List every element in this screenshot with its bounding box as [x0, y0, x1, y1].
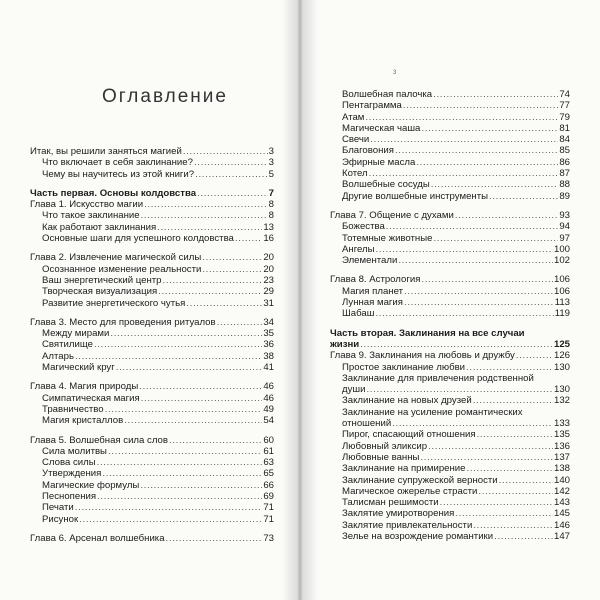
entry-title: Глава 4. Магия природы	[30, 381, 139, 393]
leader-dots	[140, 480, 262, 491]
entry-page-number: 130	[553, 384, 570, 396]
toc-section-entry	[330, 157, 570, 168]
entry-page-number: 132	[553, 395, 570, 407]
entry-title: Заклятие привлекательности	[342, 519, 473, 531]
toc-section-entry	[30, 328, 274, 339]
leader-dots	[365, 112, 558, 123]
entry-page-number: 106	[553, 285, 570, 297]
leader-dots	[75, 351, 262, 362]
leader-dots	[202, 252, 262, 263]
entry-page-number: 35	[263, 328, 274, 340]
entry-page-number: 61	[263, 445, 274, 457]
entry-title: Пентаграмма	[342, 100, 402, 112]
leader-dots	[79, 514, 262, 525]
entry-page-number: 87	[559, 168, 570, 180]
entry-page-number: 69	[263, 491, 274, 503]
entry-title: Магические формулы	[42, 479, 140, 491]
leader-dots	[139, 381, 262, 392]
leader-dots	[376, 244, 553, 255]
toc-section-entry	[330, 475, 570, 486]
entry-page-number: 93	[559, 209, 570, 221]
toc-section-entry	[330, 452, 570, 463]
entry-title: Заклятие умиротворения	[342, 508, 455, 520]
entry-title: Глава 3. Место для проведения ритуалов	[30, 316, 216, 328]
entry-title: Основные шаги для успешного колдовства	[42, 233, 234, 245]
toc-section-entry	[30, 491, 274, 502]
entry-page-number: 66	[263, 479, 274, 491]
leader-dots	[440, 497, 553, 508]
entry-title: Ангелы	[342, 243, 375, 255]
toc-section-entry	[330, 395, 570, 406]
entry-page-number: 84	[559, 134, 570, 146]
toc-section-entry	[30, 264, 274, 275]
entry-title: Что включает в себя заклинание?	[42, 157, 193, 169]
toc-chapter-entry	[30, 252, 274, 263]
entry-title: Ваш энергетический центр	[42, 274, 162, 286]
leader-dots	[102, 468, 262, 479]
entry-title: Глава 8. Астрология	[330, 274, 421, 286]
entry-title: Волшебные сосуды	[342, 179, 430, 191]
entry-title: Магическая чаша	[342, 122, 421, 134]
entry-page-number: 3	[268, 157, 274, 169]
entry-page-number: 46	[263, 381, 274, 393]
toc-section-entry	[330, 221, 570, 232]
entry-page-number: 85	[559, 145, 570, 157]
entry-page-number: 77	[559, 100, 570, 112]
toc-section-entry	[330, 297, 570, 308]
entry-title: Пирог, спасающий отношения	[342, 429, 476, 441]
leader-dots	[124, 415, 262, 426]
entry-title: Итак, вы решили заняться магией	[30, 146, 182, 157]
entry-title: Рисунок	[42, 513, 79, 525]
leader-dots	[489, 191, 558, 202]
leader-dots	[105, 404, 263, 415]
toc-chapter-entry	[330, 274, 570, 285]
toc-chapter-entry	[30, 381, 274, 392]
entry-page-number: 136	[553, 440, 570, 452]
toc-section-entry	[330, 531, 570, 542]
toc-section-entry	[330, 244, 570, 255]
toc-section-entry	[330, 418, 570, 429]
leader-dots	[97, 457, 263, 468]
toc-section-entry	[330, 100, 570, 111]
leader-dots	[473, 395, 553, 406]
leader-dots	[478, 486, 553, 497]
toc-section-entry	[330, 463, 570, 474]
leader-dots	[421, 274, 553, 285]
entry-page-number: 81	[559, 122, 570, 134]
toc-section-entry	[330, 508, 570, 519]
entry-page-number: 71	[263, 502, 274, 514]
entry-title: Магия кристаллов	[42, 415, 124, 427]
entry-title: Магическое ожерелье страсти	[342, 485, 478, 497]
toc-section-entry	[330, 441, 570, 452]
leader-dots	[499, 475, 553, 486]
entry-title: Часть первая. Основы колдовства	[30, 187, 197, 199]
toc-section-entry	[30, 339, 274, 350]
entry-page-number: 135	[553, 429, 570, 441]
entry-title: Волшебная палочка	[342, 89, 433, 100]
entry-page-number: 142	[553, 485, 570, 497]
entry-title: Между мирами	[42, 328, 110, 340]
leader-dots	[162, 275, 262, 286]
leader-dots	[202, 264, 262, 275]
leader-dots	[186, 298, 262, 309]
entry-title: Святилище	[42, 339, 93, 351]
leader-dots	[141, 393, 263, 404]
entry-page-number: 126	[553, 350, 570, 362]
entry-page-number: 65	[263, 468, 274, 480]
toc-section-entry	[30, 286, 274, 297]
entry-page-number: 34	[263, 316, 274, 328]
leader-dots	[395, 145, 558, 156]
leader-dots	[455, 508, 553, 519]
leader-dots	[110, 328, 262, 339]
entry-title: Глава 5. Волшебная сила слов	[30, 434, 168, 446]
page-title: Оглавление	[102, 86, 228, 107]
toc-section-entry	[330, 112, 570, 123]
leader-dots	[183, 146, 268, 157]
entry-page-number: 125	[553, 338, 570, 350]
entry-page-number: 3	[268, 146, 274, 157]
entry-page-number: 106	[553, 274, 570, 286]
entry-title: Как работают заклинания	[42, 221, 157, 233]
toc-section-entry	[30, 362, 274, 373]
leader-dots	[428, 441, 553, 452]
toc-section-entry	[30, 275, 274, 286]
toc-right-column	[330, 89, 570, 542]
entry-title: Любовный эликсир	[342, 440, 428, 452]
leader-dots	[75, 502, 263, 513]
entry-page-number: 29	[263, 286, 274, 298]
leader-dots	[158, 286, 262, 297]
toc-section-entry	[330, 255, 570, 266]
entry-page-number: 36	[263, 339, 274, 351]
leader-dots	[477, 429, 553, 440]
leader-dots	[370, 134, 558, 145]
leader-dots	[97, 491, 262, 502]
toc-section-entry	[330, 362, 570, 373]
part-two-heading: Часть вторая. Заклинания на все случаи	[330, 327, 525, 339]
toc-section-entry	[30, 468, 274, 479]
entry-page-number: 97	[559, 232, 570, 244]
toc-chapter-entry	[30, 188, 274, 199]
entry-title: Слова силы	[42, 457, 96, 469]
entry-page-number: 94	[559, 221, 570, 233]
leader-dots	[404, 297, 554, 308]
leader-dots	[366, 384, 553, 395]
toc-left-column	[30, 146, 274, 544]
toc-section-entry	[30, 457, 274, 468]
entry-page-number: 23	[263, 274, 274, 286]
leader-dots	[235, 233, 262, 244]
entry-title: Магия планет	[342, 285, 403, 297]
toc-chapter-entry	[330, 210, 570, 221]
leader-dots	[466, 362, 553, 373]
entry-title: Глава 2. Извлечение магической силы	[30, 252, 202, 264]
entry-title: отношений	[342, 418, 392, 430]
toc-section-entry: Заклинание для привлечения родственной	[342, 372, 534, 384]
entry-page-number: 63	[263, 457, 274, 469]
toc-section-entry	[330, 233, 570, 244]
entry-page-number: 138	[553, 463, 570, 475]
leader-dots	[195, 169, 268, 180]
entry-title: Лунная магия	[342, 297, 403, 309]
toc-section-entry	[330, 308, 570, 319]
toc-section-entry	[30, 480, 274, 491]
entry-title: Заклинание на новых друзей	[342, 395, 472, 407]
leader-dots	[194, 157, 268, 168]
entry-title: Свечи	[342, 134, 370, 146]
leader-dots	[94, 339, 262, 350]
book-gutter	[282, 0, 318, 600]
entry-page-number: 60	[263, 434, 274, 446]
leader-dots	[473, 520, 553, 531]
leader-dots	[433, 89, 558, 100]
part-two-heading-cont	[330, 339, 570, 350]
toc-section-entry	[330, 520, 570, 531]
leader-dots	[144, 199, 268, 210]
leader-dots	[375, 308, 553, 319]
toc-section-entry	[330, 497, 570, 508]
leader-dots	[467, 463, 553, 474]
entry-title: Травничество	[42, 403, 104, 415]
entry-title: Глава 1. Искусство магии	[30, 199, 144, 211]
toc-section-entry	[30, 157, 274, 168]
leader-dots	[197, 188, 268, 199]
toc-section-entry	[330, 89, 570, 100]
leader-dots	[420, 452, 553, 463]
entry-title: Песнопения	[42, 491, 97, 503]
entry-title: Талисман решимости	[342, 497, 439, 509]
entry-page-number: 13	[263, 221, 274, 233]
leader-dots	[455, 210, 559, 221]
entry-title: жизни	[330, 338, 360, 350]
leader-dots	[217, 317, 263, 328]
toc-section-entry	[30, 351, 274, 362]
entry-page-number: 88	[559, 179, 570, 191]
entry-page-number: 49	[263, 403, 274, 415]
leader-dots	[398, 255, 553, 266]
entry-page-number: 113	[554, 297, 570, 309]
leader-dots	[157, 222, 262, 233]
entry-title: Эфирные масла	[342, 156, 416, 168]
toc-section-entry	[30, 210, 274, 221]
leader-dots	[116, 362, 263, 373]
leader-dots	[166, 533, 263, 544]
entry-title: Утверждения	[42, 468, 102, 480]
toc-section-entry	[330, 145, 570, 156]
toc-section-entry	[330, 123, 570, 134]
leader-dots	[494, 531, 553, 542]
entry-title: Глава 9. Заклинания на любовь и дружбу	[330, 350, 515, 362]
toc-section-entry	[30, 393, 274, 404]
entry-title: Заклинание супружеской верности	[342, 474, 498, 486]
entry-page-number: 46	[263, 392, 274, 404]
entry-title: Благовония	[342, 145, 394, 157]
entry-title: Тотемные животные	[342, 232, 433, 244]
toc-section-entry	[30, 298, 274, 309]
toc-section-entry	[330, 179, 570, 190]
leader-dots	[433, 233, 558, 244]
toc-section-entry	[30, 446, 274, 457]
entry-page-number: 20	[263, 252, 274, 264]
leader-dots	[403, 100, 558, 111]
entry-page-number: 71	[263, 513, 274, 525]
toc-section-entry	[30, 502, 274, 513]
leader-dots	[369, 168, 559, 179]
toc-section-entry: Заклинание на усиление романтических	[342, 406, 523, 418]
page-number-mark: 3	[393, 70, 397, 76]
entry-page-number: 143	[553, 497, 570, 509]
toc-section-entry	[330, 168, 570, 179]
leader-dots	[416, 157, 558, 168]
toc-section-entry	[30, 233, 274, 244]
entry-page-number: 130	[553, 361, 570, 373]
leader-dots	[141, 210, 268, 221]
toc-section-entry	[330, 286, 570, 297]
entry-page-number: 16	[263, 233, 274, 245]
entry-page-number: 145	[553, 508, 570, 520]
toc-section-entry	[30, 404, 274, 415]
toc-section-entry	[330, 191, 570, 202]
entry-title: Шабаш	[342, 308, 375, 320]
entry-title: Осознанное изменение реальности	[42, 263, 202, 275]
toc-section-entry	[330, 486, 570, 497]
toc-chapter-entry	[30, 199, 274, 210]
toc-section-entry	[330, 384, 570, 395]
entry-title: Простое заклинание любви	[342, 361, 466, 373]
toc-chapter-entry	[30, 146, 274, 157]
toc-section-entry	[30, 514, 274, 525]
entry-page-number: 8	[268, 210, 274, 222]
toc-chapter-entry	[30, 317, 274, 328]
entry-title: Чему вы научитесь из этой книги?	[42, 168, 195, 180]
leader-dots	[516, 350, 553, 361]
leader-dots	[386, 221, 559, 232]
entry-page-number: 54	[263, 415, 274, 427]
entry-page-number: 89	[559, 190, 570, 202]
entry-page-number: 79	[559, 111, 570, 123]
leader-dots	[392, 418, 553, 429]
entry-page-number: 8	[268, 199, 274, 211]
entry-title: Алтарь	[42, 350, 74, 362]
toc-chapter-entry	[330, 350, 570, 361]
entry-page-number: 119	[554, 308, 570, 320]
entry-title: Другие волшебные инструменты	[342, 190, 488, 202]
entry-page-number: 20	[263, 263, 274, 275]
entry-page-number: 147	[553, 530, 570, 542]
entry-title: Котел	[342, 168, 368, 180]
entry-page-number: 137	[553, 451, 570, 463]
toc-section-entry	[30, 222, 274, 233]
entry-page-number: 146	[553, 519, 570, 531]
leader-dots	[108, 446, 262, 457]
entry-title: Элементали	[342, 255, 398, 267]
entry-page-number: 73	[263, 532, 274, 544]
entry-title: Печати	[42, 502, 74, 514]
toc-chapter-entry	[30, 533, 274, 544]
entry-page-number: 133	[553, 418, 570, 430]
entry-title: Зелье на возрождение романтики	[342, 530, 494, 542]
entry-title: Глава 6. Арсенал волшебника	[30, 532, 165, 544]
entry-title: Симпатическая магия	[42, 392, 140, 404]
entry-page-number: 31	[263, 297, 274, 309]
entry-page-number: 100	[553, 243, 570, 255]
toc-chapter-entry	[30, 435, 274, 446]
entry-title: Любовные ванны	[342, 451, 420, 463]
leader-dots	[431, 179, 559, 190]
entry-title: Магический круг	[42, 362, 115, 374]
entry-title: Заклинание на примирение	[342, 463, 466, 475]
entry-page-number: 5	[268, 168, 274, 180]
entry-title: Божества	[342, 221, 385, 233]
entry-title: Сила молитвы	[42, 445, 107, 457]
leader-dots	[421, 123, 558, 134]
entry-title: Глава 7. Общение с духами	[330, 209, 454, 221]
toc-section-entry	[330, 134, 570, 145]
entry-page-number: 7	[268, 187, 274, 199]
entry-page-number: 41	[263, 362, 274, 374]
leader-dots	[360, 339, 553, 350]
entry-title: Что такое заклинание	[42, 210, 140, 222]
toc-section-entry	[30, 415, 274, 426]
leader-dots	[404, 286, 553, 297]
entry-page-number: 86	[559, 156, 570, 168]
entry-page-number: 74	[559, 89, 570, 100]
entry-title: души	[342, 384, 366, 396]
leader-dots	[169, 435, 262, 446]
entry-title: Развитие энергетического чутья	[42, 297, 186, 309]
entry-page-number: 38	[263, 350, 274, 362]
entry-page-number: 102	[553, 255, 570, 267]
entry-page-number: 140	[553, 474, 570, 486]
entry-title: Творческая визуализация	[42, 286, 158, 298]
toc-section-entry	[330, 429, 570, 440]
entry-title: Атам	[342, 111, 365, 123]
toc-section-entry	[30, 169, 274, 180]
